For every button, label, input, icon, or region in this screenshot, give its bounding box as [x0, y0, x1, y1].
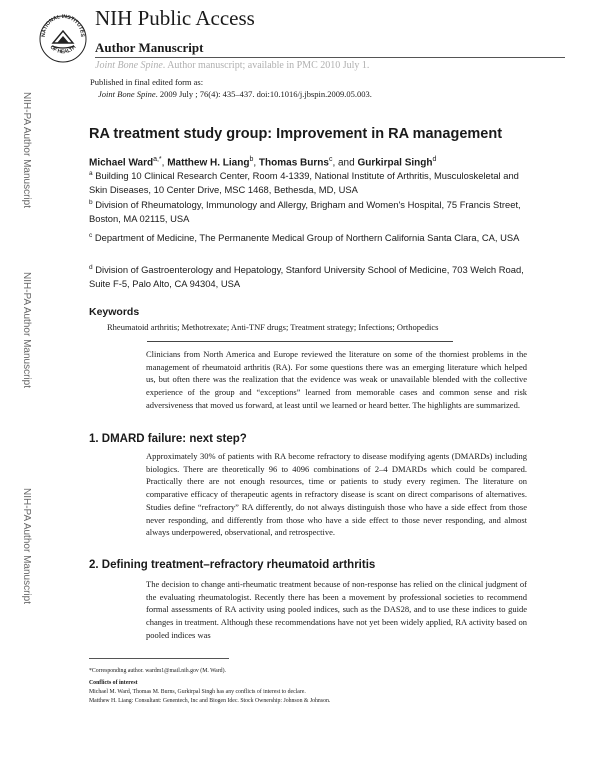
availability-journal: Joint Bone Spine — [95, 60, 163, 71]
section-body-dmard-failure: Approximately 30% of patients with RA become refractory to disease modifying agents (DMARDs) including biologics. There are theoretically 96 to 4096 combinations of 2–4 DMARDs which could be compared. Practically there are not enough resources, time or patients to study every regimen. The literature on comparative efficacy of therapeutic agents in refractory disease is scant on direct comparisons of alternatives. Studies define “refractory” RA differently, do not always distinguish those who have a side effect from those never responding, and differently from those who have a side effect to those never responding, and almost always underpowered, observational, and retrospective. — [146, 451, 527, 538]
citation-details: . 2009 July ; 76(4): 435–437. doi:10.1016/j.jbspin.2009.05.003. — [155, 89, 372, 99]
header-divider — [95, 57, 565, 58]
availability-line — [95, 60, 369, 71]
affiliation-a — [89, 167, 529, 196]
conflicts-line: Matthew H. Liang: Consultant: Genentech, Inc and Biogen Idec. Stock Ownership: Johnson & Johnson. — [89, 698, 331, 704]
author-name: Michael Ward — [89, 157, 154, 169]
affiliation-text: Building 10 Clinical Research Center, Room 4-1339, National Institute of Arthritis, Musculoskeletal and Skin Diseases, 10 Center Drive, MSC 1468, Bethesda, MD, USA — [89, 170, 519, 195]
keywords-heading: Keywords — [89, 306, 140, 318]
author-affiliation-mark: d — [432, 156, 437, 163]
author-name: Gurkirpal Singh — [357, 157, 433, 169]
footnote-divider — [89, 658, 229, 659]
affiliation-text: Division of Rheumatology, Immunology and Allergy, Brigham and Women's Hospital, 75 Francis Street, Boston, MA 02115, USA — [89, 199, 521, 224]
abstract-divider — [147, 341, 453, 342]
side-label-manuscript: NIH-PA Author Manuscript — [21, 92, 32, 208]
affiliation-c — [89, 229, 529, 245]
nih-seal-logo — [38, 6, 88, 72]
abstract-paragraph: Clinicians from North America and Europe reviewed the literature on some of the thorniest problems in the management of rheumatoid arthritis (RA). For some questions there was an emerging literature which helped us, but often there was the realization that the evidence was weak or unavailable blended with the collective experience of the group and “exceptions” learned from memorable cases and common sense and risk adversiveness that moved us forward, at least until we learned or heard better. The highlights are summarized. — [146, 349, 527, 410]
author-separator: , — [161, 157, 168, 169]
affiliation-key: b — [89, 199, 93, 206]
corresponding-author-footnote: *Corresponding author. wardm1@mail.nih.gov (M. Ward). — [89, 668, 226, 674]
affiliation-key: a — [89, 170, 93, 177]
affiliation-text: Department of Medicine, The Permanente Medical Group of Northern California Santa Clara, CA, USA — [94, 232, 520, 244]
author-name: Thomas Burns — [258, 157, 329, 169]
affiliation-text: Division of Gastroenterology and Hepatology, Stanford University School of Medicine, 703 Welch Road, Suite F-5, Palo Alto, CA 94304, USA — [89, 264, 524, 289]
svg-text:NATIONAL INSTITUTES: NATIONAL INSTITUTES — [40, 13, 86, 38]
publication-citation — [98, 89, 372, 99]
author-name: Matthew H. Liang — [167, 157, 250, 169]
svg-text:OF HEALTH: OF HEALTH — [48, 44, 78, 56]
side-label-manuscript: NIH-PA Author Manuscript — [21, 272, 32, 388]
side-label-manuscript: NIH-PA Author Manuscript — [21, 488, 32, 604]
affiliation-key: d — [89, 264, 93, 271]
nih-public-access-title: NIH Public Access — [95, 6, 255, 30]
author-manuscript-label: Author Manuscript — [95, 40, 204, 55]
author-affiliation-mark: c — [328, 156, 333, 163]
conflicts-line: Michael M. Ward, Thomas M. Burns, Gurkirpal Singh has any conflicts of interest to declare. — [89, 689, 306, 695]
article-title: RA treatment study group: Improvement in RA management — [89, 126, 503, 142]
citation-journal: Joint Bone Spine — [98, 89, 156, 99]
author-separator: , — [253, 157, 259, 169]
affiliation-d — [89, 261, 529, 290]
affiliation-b — [89, 196, 529, 225]
section-heading-dmard-failure: 1. DMARD failure: next step? — [89, 433, 247, 445]
affiliation-key: c — [89, 232, 93, 239]
keywords-list: Rheumatoid arthritis; Methotrexate; Anti-TNF drugs; Treatment strategy; Infections; Orthopedics — [107, 322, 439, 332]
author-affiliation-mark: b — [249, 156, 254, 163]
conflicts-heading: Conflicts of interest — [89, 680, 138, 686]
published-label: Published in final edited form as: — [90, 77, 204, 87]
section-body-refractory-ra: The decision to change anti-rheumatic treatment because of non-response has relied on the clinical judgment of the evaluating rheumatologist. Recently there has been a movement by professional societies to recommend formal assessments of RA activity using pooled indices, such as the DAS28, and to use these indices to guide changes in treatment. Although these recommendations have not yet been widely applied, RA activity based on pooled indices was — [146, 579, 527, 640]
availability-text: . Author manuscript; available in PMC 2010 July 1. — [162, 60, 370, 71]
author-separator: , and — [332, 157, 358, 169]
author-affiliation-mark: a,* — [153, 156, 162, 163]
section-heading-refractory-ra: 2. Defining treatment–refractory rheumatoid arthritis — [89, 559, 376, 571]
